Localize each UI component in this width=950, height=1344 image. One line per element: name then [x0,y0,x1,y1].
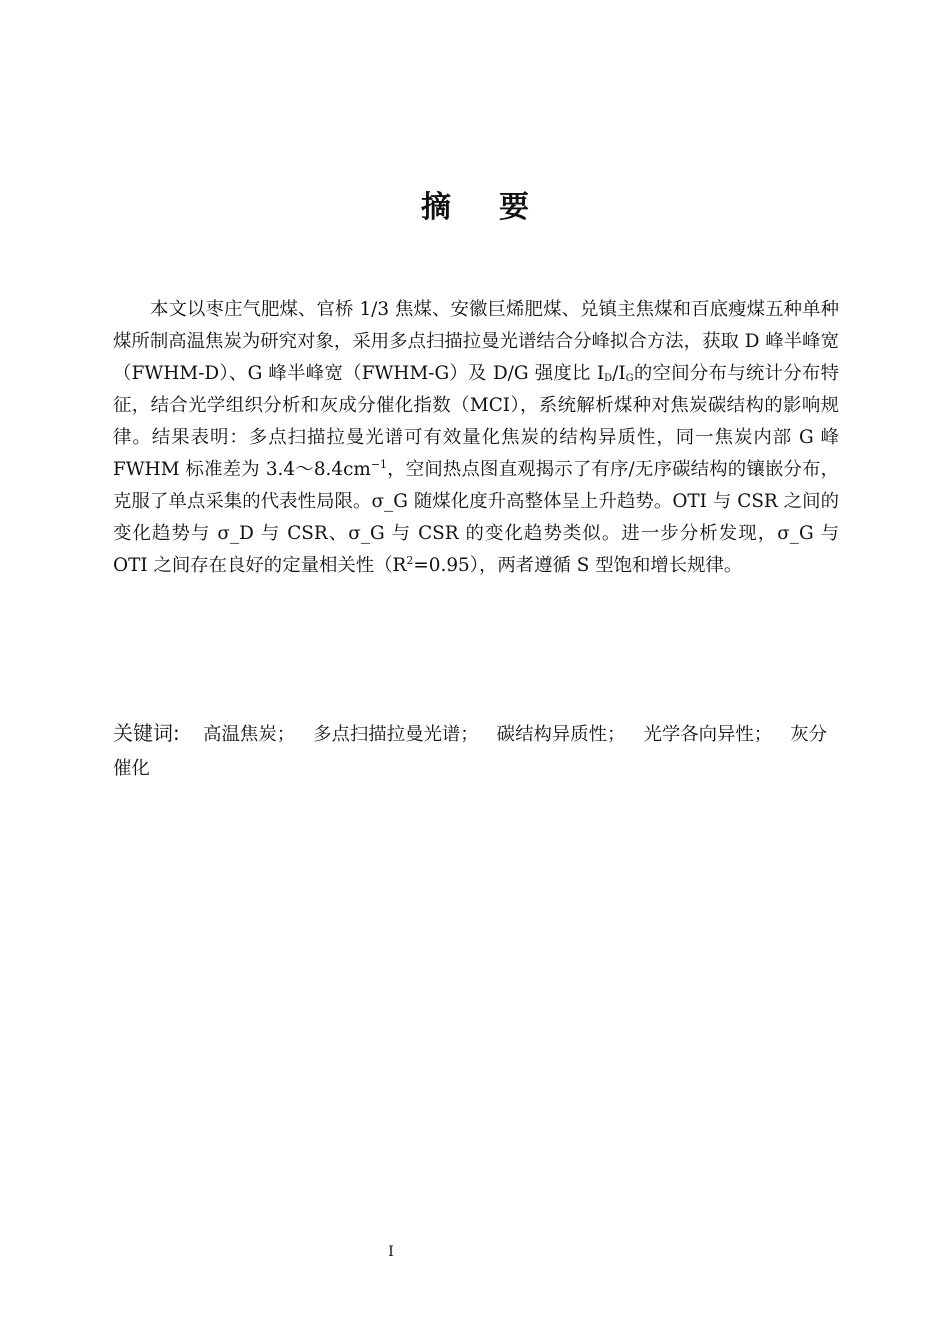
subscript-d: D [604,373,613,384]
superscript-r-squared: 2 [406,554,414,567]
keyword-item: 多点扫描拉曼光谱； [313,724,479,745]
page-number: I [388,1244,394,1260]
abstract-text-3: ，空间热点图直观揭示了有序/无序碳结构的镶嵌分布，克服了单点采集的代表性局限。σ_G 随煤化度升高整体呈上升趋势。OTI 与 CSR 之间的变化趋势与 σ_D 与 CSR、σ_G 与 CSR 的变化趋势类似。进一步分析发现，σ_G 与 OTI 之间存在良好的定量相关性（R [113,459,839,576]
abstract-slash: /I [612,363,626,384]
keyword-item: 光学各向异性； [643,724,773,745]
keyword-item: 灰分催化 [113,724,827,779]
subscript-g: G [625,373,634,384]
keywords-line [113,716,839,786]
superscript-unit: −1 [370,458,388,471]
abstract-paragraph [113,294,839,582]
keyword-item: 碳结构异质性； [496,724,626,745]
page-title: 摘要 [421,190,577,225]
abstract-text-1: 本文以枣庄气肥煤、官桥 1/3 焦煤、安徽巨烯肥煤、兑镇主焦煤和百底瘦煤五种单种煤所制高温焦炭为研究对象，采用多点扫描拉曼光谱结合分峰拟合方法，获取 D 峰半峰宽（FWHM-D）、G 峰半峰宽（FWHM-G）及 D/G 强度比 I [113,299,839,384]
abstract-text-2: 的空间分布与统计分布特征，结合光学组织分析和灰成分催化指数（MCI），系统解析煤种对焦炭碳结构的影响规律。结果表明：多点扫描拉曼光谱可有效量化焦炭的结构异质性，同一焦炭内部 G 峰 FWHM 标准差为 3.4～8.4cm [113,363,839,480]
keyword-item: 高温焦炭； [203,724,296,745]
abstract-text-4: =0.95），两者遵循 S 型饱和增长规律。 [413,555,743,576]
keywords-label: 关键词: [113,721,180,745]
